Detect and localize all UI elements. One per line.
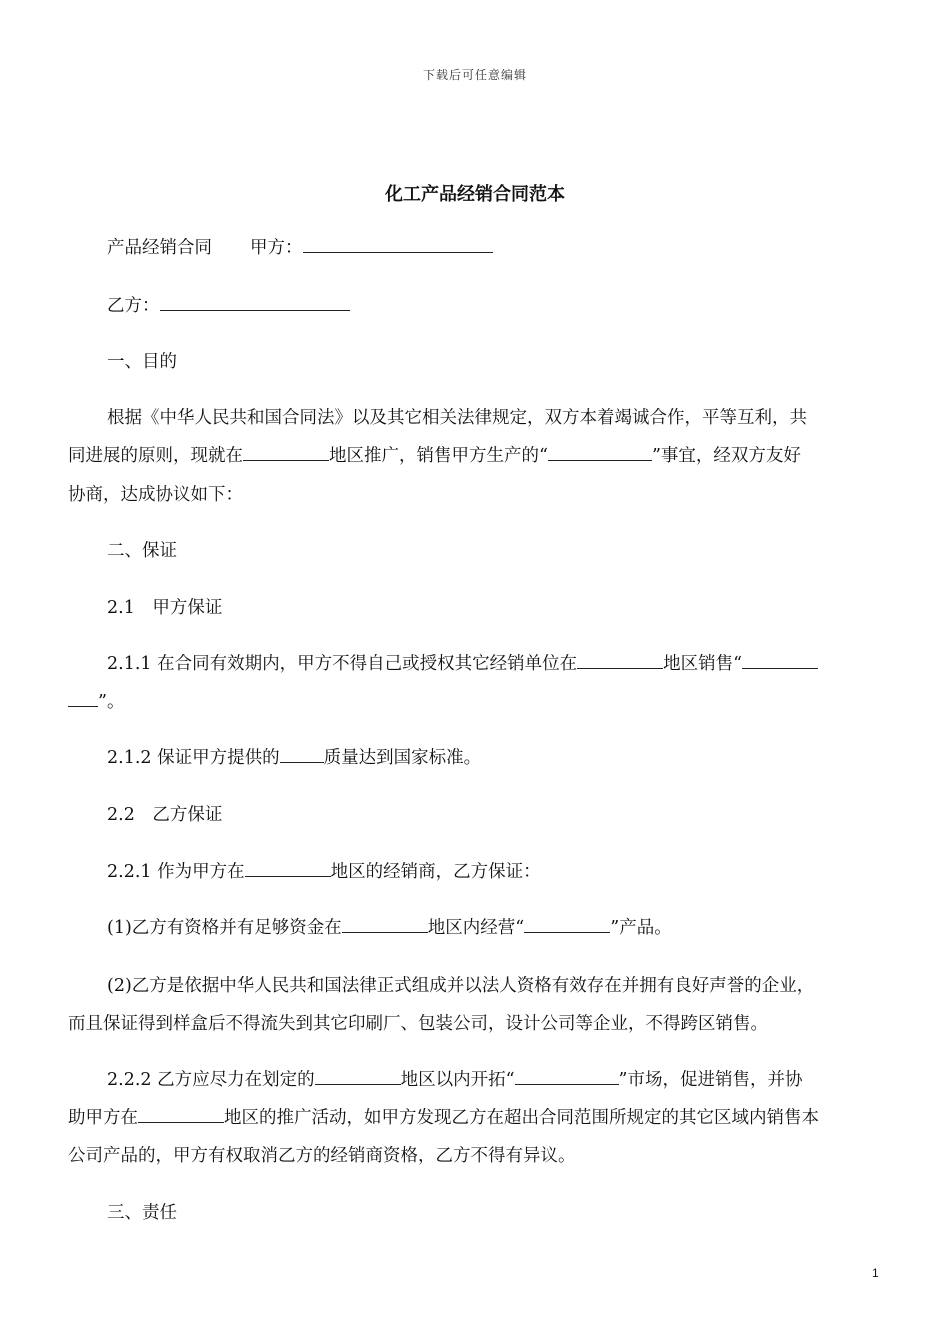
item-1-text-3: ”产品。 <box>610 918 672 938</box>
product-blank-part-2[interactable] <box>68 692 98 707</box>
section-3-heading: 三、责任 <box>107 1203 177 1223</box>
clause-2-2-heading: 2.2 乙方保证 <box>107 805 223 825</box>
clause-2-1-2-text-2: 质量达到国家标准。 <box>323 748 482 768</box>
document-title: 化工产品经销合同范本 <box>385 184 565 205</box>
section-2-heading: 二、保证 <box>107 541 177 561</box>
clause-2-2-2-text-5: 地区的推广活动，如甲方发现乙方在超出合同范围所规定的其它区域内销售本 <box>224 1108 819 1128</box>
region-blank[interactable] <box>315 1070 401 1085</box>
clause-2-2-2-line-3: 公司产品的，甲方有权取消乙方的经销商资格，乙方不得有异议。 <box>68 1146 576 1166</box>
clause-2-2-2-text-3: ”市场，促进销售，并协 <box>618 1070 803 1090</box>
clause-2-1-1-text-2: 地区销售“ <box>663 654 743 674</box>
product-blank[interactable] <box>280 748 324 763</box>
product-blank[interactable] <box>515 1070 619 1085</box>
clause-2-2-2-line-2 <box>68 1108 888 1128</box>
region-blank[interactable] <box>138 1108 224 1123</box>
item-1-text-2: 地区内经营“ <box>427 918 525 938</box>
clause-2-1-2-text-1: 2.1.2 保证甲方提供的 <box>107 748 280 768</box>
party-b-blank[interactable] <box>160 296 350 311</box>
clause-item-2-line-1: (2)乙方是依据中华人民共和国法律正式组成并以法人资格有效存在并拥有良好声誉的企业， <box>107 976 815 996</box>
header-note: 下载后可任意编辑 <box>422 68 527 82</box>
clause-2-2-1 <box>107 862 927 882</box>
product-blank[interactable] <box>548 446 652 461</box>
region-blank[interactable] <box>243 446 329 461</box>
region-blank[interactable] <box>577 654 663 669</box>
clause-2-1-1-text-1: 2.1.1 在合同有效期内，甲方不得自己或授权其它经销单位在 <box>107 654 578 674</box>
paragraph-purpose-line-1: 根据《中华人民共和国合同法》以及其它相关法律规定，双方本着竭诚合作，平等互利，共 <box>107 408 807 428</box>
paragraph-purpose-line-2 <box>68 446 888 466</box>
clause-item-1 <box>107 918 927 938</box>
clause-2-2-2-text-1: 2.2.2 乙方应尽力在划定的 <box>107 1070 315 1090</box>
purpose-text-1: 同进展的原则，现就在 <box>68 446 243 466</box>
clause-item-2-line-2: 而且保证得到样盒后不得流失到其它印刷厂、包装公司，设计公司等企业，不得跨区销售。 <box>68 1014 768 1034</box>
clause-2-1-1-line-1 <box>107 654 927 674</box>
region-blank[interactable] <box>245 862 331 877</box>
clause-2-2-1-text-2: 地区的经销商，乙方保证： <box>330 862 541 882</box>
clause-2-1-1-line-2 <box>68 692 888 712</box>
purpose-text-2: 地区推广，销售甲方生产的“ <box>329 446 548 466</box>
party-b-label: 乙方： <box>107 296 160 316</box>
clause-2-1-1-text-3: ”。 <box>98 692 125 712</box>
page-number: 1 <box>872 1266 879 1280</box>
clause-2-2-2-text-2: 地区以内开拓“ <box>400 1070 515 1090</box>
paragraph-purpose-line-3: 协商，达成协议如下： <box>68 485 243 505</box>
contract-name-text: 产品经销合同 <box>107 238 212 258</box>
clause-2-2-2-text-4: 助甲方在 <box>68 1108 138 1128</box>
clause-2-1-heading: 2.1 甲方保证 <box>107 598 223 618</box>
party-a-blank[interactable] <box>303 238 493 253</box>
party-a-label: 甲方： <box>250 238 303 258</box>
contract-parties-line-a <box>107 238 927 258</box>
section-1-heading: 一、目的 <box>107 352 177 372</box>
clause-2-2-2-line-1 <box>107 1070 927 1090</box>
product-blank-part-1[interactable] <box>742 654 818 669</box>
region-blank[interactable] <box>342 918 428 933</box>
purpose-text-3: ”事宜，经双方友好 <box>651 446 801 466</box>
clause-2-1-2 <box>107 748 927 768</box>
contract-parties-line-b <box>107 296 927 316</box>
product-blank[interactable] <box>524 918 610 933</box>
clause-2-2-1-text-1: 2.2.1 作为甲方在 <box>107 862 245 882</box>
item-1-text-1: (1)乙方有资格并有足够资金在 <box>107 918 342 938</box>
